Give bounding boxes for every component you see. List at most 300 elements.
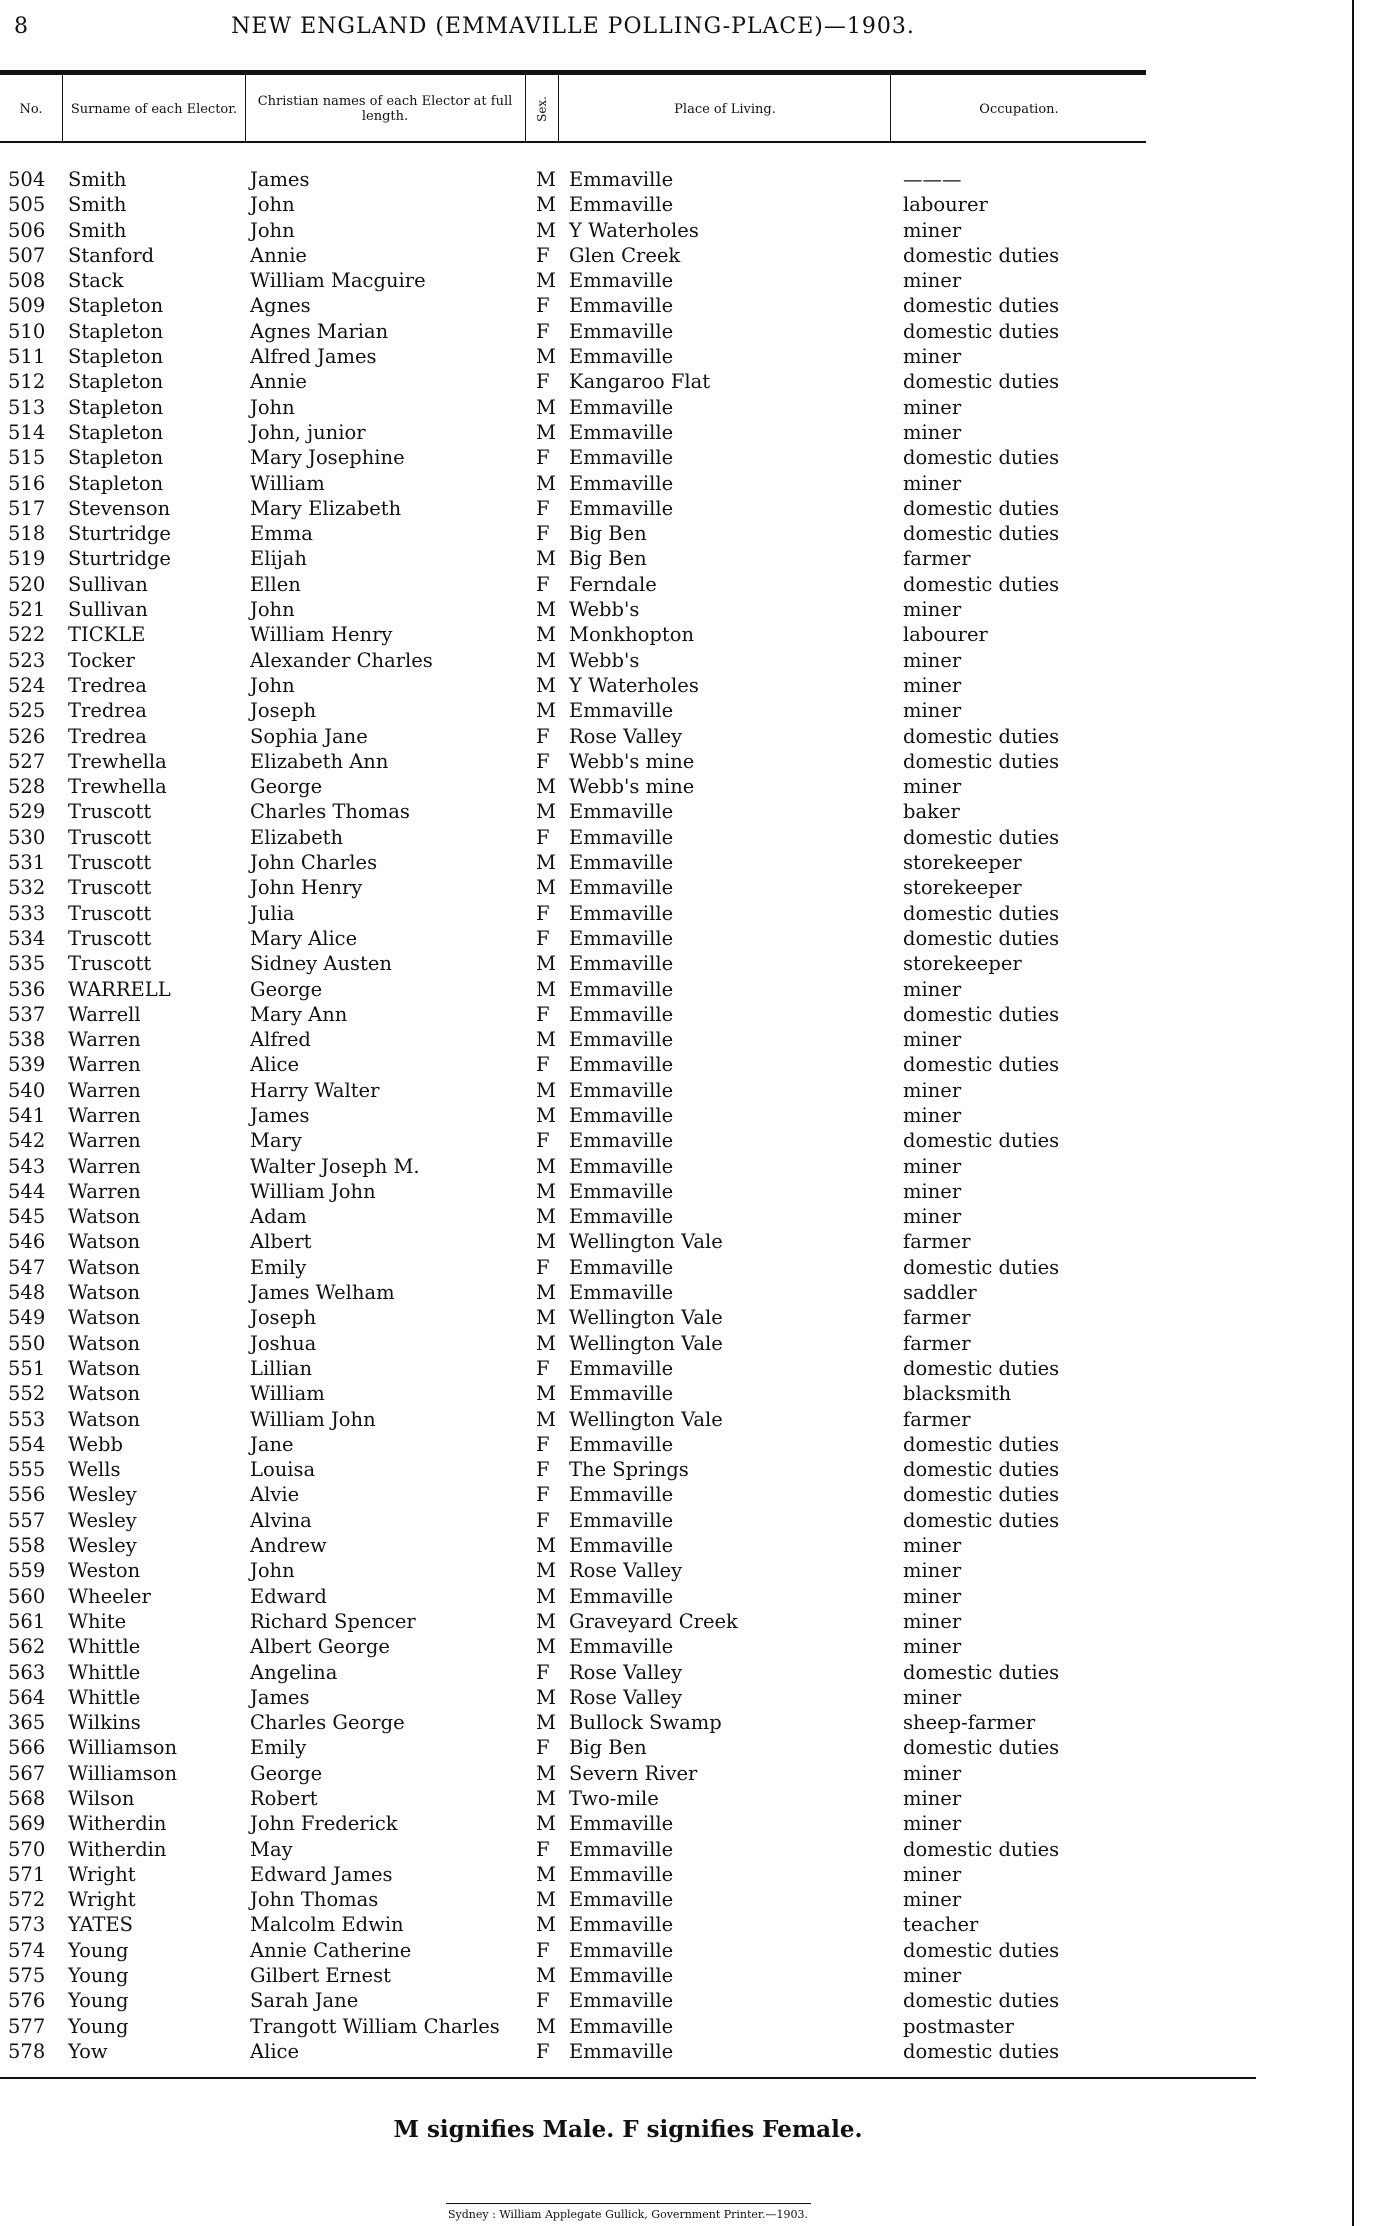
elector-occupation: domestic duties (903, 446, 1060, 470)
elector-number: 560 (8, 1584, 46, 1608)
elector-place: Emmaville (569, 1989, 674, 2013)
elector-surname: Stapleton (68, 420, 164, 444)
elector-occupation: blacksmith (903, 1382, 1012, 1406)
elector-surname: Warren (68, 1078, 141, 1102)
elector-sex: M (536, 1281, 556, 1305)
elector-place: Emmaville (569, 1129, 674, 1153)
elector-christian-names: John, junior (250, 420, 366, 444)
elector-place: Graveyard Creek (569, 1609, 738, 1633)
elector-number: 575 (8, 1964, 46, 1988)
elector-occupation: domestic duties (903, 572, 1060, 596)
elector-number: 564 (8, 1685, 46, 1709)
elector-christian-names: Trangott William Charles (250, 2014, 500, 2038)
elector-occupation: domestic duties (903, 1129, 1060, 1153)
elector-sex: F (536, 1053, 550, 1077)
elector-number: 562 (8, 1635, 46, 1659)
column-divider (558, 75, 559, 141)
elector-occupation: miner (903, 420, 962, 444)
elector-sex: F (536, 1432, 550, 1456)
elector-occupation: domestic duties (903, 1508, 1060, 1532)
elector-sex: M (536, 269, 556, 293)
table-row (0, 1180, 1146, 1205)
elector-number: 556 (8, 1483, 46, 1507)
elector-place: Emmaville (569, 1382, 674, 1406)
table-row (0, 1939, 1146, 1964)
elector-sex: M (536, 547, 556, 571)
table-row (0, 1989, 1146, 2014)
elector-number: 522 (8, 623, 46, 647)
table-row (0, 1635, 1146, 1660)
elector-christian-names: Malcolm Edwin (250, 1913, 404, 1937)
elector-place: The Springs (569, 1458, 689, 1482)
elector-surname: Wilkins (68, 1711, 141, 1735)
elector-occupation: miner (903, 218, 962, 242)
elector-occupation: miner (903, 1205, 962, 1229)
elector-place: Severn River (569, 1761, 698, 1785)
elector-occupation: miner (903, 1964, 962, 1988)
elector-christian-names: Andrew (250, 1534, 327, 1558)
elector-sex: F (536, 825, 550, 849)
table-row (0, 244, 1146, 269)
elector-place: Rose Valley (569, 1660, 683, 1684)
elector-occupation: miner (903, 1028, 962, 1052)
elector-surname: Webb (68, 1432, 123, 1456)
elector-christian-names: John Henry (250, 876, 363, 900)
table-row (0, 269, 1146, 294)
elector-number: 549 (8, 1306, 46, 1330)
table-row (0, 2040, 1146, 2065)
elector-place: Emmaville (569, 395, 674, 419)
elector-christian-names: William (250, 471, 325, 495)
table-row (0, 725, 1146, 750)
elector-christian-names: Annie (250, 370, 307, 394)
elector-number: 552 (8, 1382, 46, 1406)
elector-number: 567 (8, 1761, 46, 1785)
elector-sex: M (536, 699, 556, 723)
table-row (0, 345, 1146, 370)
elector-sex: F (536, 901, 550, 925)
elector-number: 578 (8, 2039, 46, 2063)
elector-place: Big Ben (569, 547, 647, 571)
elector-sex: M (536, 648, 556, 672)
elector-surname: Stapleton (68, 319, 164, 343)
elector-number: 538 (8, 1028, 46, 1052)
elector-occupation: domestic duties (903, 1432, 1060, 1456)
table-row (0, 219, 1146, 244)
elector-surname: Wheeler (68, 1584, 151, 1608)
table-row (0, 876, 1146, 901)
elector-surname: Yow (68, 2039, 108, 2063)
elector-surname: TICKLE (68, 623, 146, 647)
elector-place: Emmaville (569, 952, 674, 976)
elector-sex: M (536, 1787, 556, 1810)
elector-place: Emmaville (569, 1508, 674, 1532)
elector-christian-names: Alice (250, 2039, 300, 2063)
elector-surname: Watson (68, 1230, 141, 1254)
elector-surname: White (68, 1609, 127, 1633)
elector-number: 554 (8, 1432, 46, 1456)
elector-place: Webb's mine (569, 775, 695, 799)
elector-surname: Stapleton (68, 294, 164, 318)
elector-christian-names: Elijah (250, 547, 307, 571)
elector-occupation: miner (903, 1787, 962, 1810)
elector-sex: F (536, 1837, 550, 1861)
elector-occupation: ——— (903, 168, 962, 191)
elector-number: 541 (8, 1103, 46, 1127)
elector-place: Emmaville (569, 1837, 674, 1861)
elector-place: Emmaville (569, 1179, 674, 1203)
elector-christian-names: James Welham (250, 1281, 395, 1305)
elector-number: 365 (8, 1711, 46, 1735)
elector-surname: Trewhella (68, 775, 167, 799)
elector-sex: M (536, 1154, 556, 1178)
elector-place: Emmaville (569, 901, 674, 925)
elector-surname: Stapleton (68, 370, 164, 394)
elector-sex: M (536, 218, 556, 242)
elector-surname: Warren (68, 1053, 141, 1077)
elector-sex: M (536, 1862, 556, 1886)
elector-place: Emmaville (569, 1888, 674, 1912)
elector-place: Kangaroo Flat (569, 370, 711, 394)
elector-number: 527 (8, 749, 46, 773)
elector-sex: M (536, 977, 556, 1001)
elector-christian-names: James (250, 1685, 310, 1709)
elector-occupation: domestic duties (903, 724, 1060, 748)
elector-christian-names: Emma (250, 522, 313, 546)
table-row (0, 927, 1146, 952)
elector-number: 510 (8, 319, 46, 343)
elector-number: 535 (8, 952, 46, 976)
elector-place: Emmaville (569, 496, 674, 520)
elector-sex: F (536, 2039, 550, 2063)
elector-sex: M (536, 1179, 556, 1203)
elector-sex: F (536, 1458, 550, 1482)
elector-sex: M (536, 775, 556, 799)
elector-occupation: domestic duties (903, 1483, 1060, 1507)
table-row (0, 1838, 1146, 1863)
table-row (0, 446, 1146, 471)
elector-occupation: miner (903, 775, 962, 799)
elector-occupation: storekeeper (903, 876, 1022, 900)
elector-occupation: domestic duties (903, 1356, 1060, 1380)
table-row (0, 370, 1146, 395)
column-divider (890, 75, 891, 141)
elector-surname: Smith (68, 218, 127, 242)
elector-number: 566 (8, 1736, 46, 1760)
elector-christian-names: Lillian (250, 1356, 313, 1380)
elector-number: 571 (8, 1862, 46, 1886)
table-row (0, 1256, 1146, 1281)
elector-number: 531 (8, 851, 46, 875)
table-row (0, 193, 1146, 218)
elector-place: Webb's (569, 648, 640, 672)
elector-sex: F (536, 243, 550, 267)
elector-place: Emmaville (569, 1862, 674, 1886)
elector-surname: Watson (68, 1356, 141, 1380)
elector-occupation: domestic duties (903, 1736, 1060, 1760)
elector-occupation: miner (903, 1862, 962, 1886)
table-row (0, 1585, 1146, 1610)
table-row (0, 775, 1146, 800)
elector-christian-names: George (250, 977, 323, 1001)
elector-number: 507 (8, 243, 46, 267)
table-bottom-rule (0, 2077, 1256, 2079)
elector-place: Ferndale (569, 572, 657, 596)
elector-surname: Stapleton (68, 345, 164, 369)
elector-christian-names: Sidney Austen (250, 952, 392, 976)
elector-place: Webb's mine (569, 749, 695, 773)
elector-christian-names: Edward James (250, 1862, 393, 1886)
elector-christian-names: Agnes (250, 294, 311, 318)
elector-occupation: farmer (903, 1306, 971, 1330)
elector-number: 504 (8, 168, 46, 191)
elector-place: Emmaville (569, 294, 674, 318)
elector-sex: F (536, 724, 550, 748)
elector-surname: Warrell (68, 1002, 141, 1026)
elector-number: 523 (8, 648, 46, 672)
elector-sex: M (536, 345, 556, 369)
elector-number: 563 (8, 1660, 46, 1684)
elector-christian-names: Annie Catherine (250, 1938, 412, 1962)
elector-place: Emmaville (569, 1002, 674, 1026)
elector-sex: M (536, 1711, 556, 1735)
elector-surname: WARRELL (68, 977, 171, 1001)
elector-christian-names: Joseph (250, 1306, 317, 1330)
elector-surname: Watson (68, 1306, 141, 1330)
printer-imprint: Sydney : William Applegate Gullick, Government Printer.—1903. (448, 2208, 808, 2221)
elector-number: 550 (8, 1331, 46, 1355)
elector-occupation: farmer (903, 1407, 971, 1431)
elector-sex: M (536, 420, 556, 444)
table-row (0, 1458, 1146, 1483)
elector-christian-names: John (250, 193, 295, 217)
elector-sex: M (536, 193, 556, 217)
elector-occupation: domestic duties (903, 243, 1060, 267)
elector-christian-names: Mary Elizabeth (250, 496, 402, 520)
table-row (0, 294, 1146, 319)
elector-occupation: saddler (903, 1281, 977, 1305)
elector-surname: Truscott (68, 800, 152, 824)
elector-number: 533 (8, 901, 46, 925)
elector-number: 532 (8, 876, 46, 900)
elector-occupation: domestic duties (903, 1458, 1060, 1482)
elector-christian-names: Joshua (250, 1331, 317, 1355)
elector-surname: Whittle (68, 1685, 141, 1709)
elector-occupation: domestic duties (903, 2039, 1060, 2063)
column-divider (525, 75, 526, 141)
elector-surname: Wesley (68, 1483, 137, 1507)
elector-surname: Warren (68, 1179, 141, 1203)
elector-surname: Truscott (68, 926, 152, 950)
elector-occupation: domestic duties (903, 294, 1060, 318)
table-row (0, 1711, 1146, 1736)
elector-surname: Williamson (68, 1736, 178, 1760)
elector-sex: M (536, 1888, 556, 1912)
column-header-surname: Surname of each Elector. (70, 101, 238, 117)
elector-place: Emmaville (569, 1584, 674, 1608)
elector-place: Emmaville (569, 420, 674, 444)
elector-occupation: domestic duties (903, 1660, 1060, 1684)
elector-christian-names: George (250, 1761, 323, 1785)
elector-occupation: domestic duties (903, 749, 1060, 773)
elector-place: Emmaville (569, 269, 674, 293)
elector-surname: Stapleton (68, 446, 164, 470)
elector-surname: Watson (68, 1331, 141, 1355)
elector-place: Rose Valley (569, 1559, 683, 1583)
elector-sex: F (536, 1002, 550, 1026)
elector-sex: M (536, 1230, 556, 1254)
elector-number: 576 (8, 1989, 46, 2013)
elector-sex: F (536, 1129, 550, 1153)
elector-sex: M (536, 598, 556, 622)
elector-sex: F (536, 926, 550, 950)
elector-occupation: domestic duties (903, 496, 1060, 520)
table-row (0, 168, 1146, 193)
elector-occupation: miner (903, 1534, 962, 1558)
elector-sex: M (536, 1331, 556, 1355)
elector-sex: F (536, 1255, 550, 1279)
table-row (0, 522, 1146, 547)
elector-number: 509 (8, 294, 46, 318)
table-row (0, 1483, 1146, 1508)
elector-surname: Warren (68, 1129, 141, 1153)
table-row (0, 1028, 1146, 1053)
elector-christian-names: Gilbert Ernest (250, 1964, 391, 1988)
elector-occupation: domestic duties (903, 1053, 1060, 1077)
elector-christian-names: Elizabeth Ann (250, 749, 389, 773)
elector-sex: M (536, 1635, 556, 1659)
elector-sex: F (536, 572, 550, 596)
elector-occupation: miner (903, 1888, 962, 1912)
elector-christian-names: Albert George (250, 1635, 390, 1659)
elector-number: 546 (8, 1230, 46, 1254)
elector-number: 516 (8, 471, 46, 495)
elector-number: 570 (8, 1837, 46, 1861)
table-row (0, 623, 1146, 648)
elector-christian-names: Julia (250, 901, 295, 925)
elector-surname: Truscott (68, 952, 152, 976)
elector-place: Wellington Vale (569, 1331, 723, 1355)
table-row (0, 1079, 1146, 1104)
elector-occupation: miner (903, 1609, 962, 1633)
table-row (0, 1812, 1146, 1837)
elector-place: Emmaville (569, 1028, 674, 1052)
elector-number: 506 (8, 218, 46, 242)
elector-occupation: labourer (903, 193, 988, 217)
elector-place: Y Waterholes (569, 673, 699, 697)
elector-surname: Young (68, 1964, 129, 1988)
table-row (0, 320, 1146, 345)
elector-place: Wellington Vale (569, 1230, 723, 1254)
elector-occupation: storekeeper (903, 952, 1022, 976)
elector-sex: M (536, 1078, 556, 1102)
elector-christian-names: John (250, 218, 295, 242)
elector-occupation: sheep-farmer (903, 1711, 1036, 1735)
elector-surname: Wesley (68, 1508, 137, 1532)
elector-place: Emmaville (569, 1913, 674, 1937)
elector-number: 517 (8, 496, 46, 520)
elector-sex: F (536, 294, 550, 318)
elector-place: Bullock Swamp (569, 1711, 722, 1735)
table-row (0, 902, 1146, 927)
header-top-rule (0, 70, 1146, 75)
elector-surname: Watson (68, 1382, 141, 1406)
elector-christian-names: John Charles (250, 851, 378, 875)
elector-surname: Witherdin (68, 1837, 167, 1861)
table-row (0, 1332, 1146, 1357)
table-row (0, 800, 1146, 825)
elector-number: 529 (8, 800, 46, 824)
elector-place: Big Ben (569, 522, 647, 546)
elector-christian-names: Alice (250, 1053, 300, 1077)
elector-sex: M (536, 1913, 556, 1937)
elector-place: Emmaville (569, 1483, 674, 1507)
elector-sex: M (536, 1761, 556, 1785)
elector-christian-names: John Thomas (250, 1888, 379, 1912)
elector-surname: Whittle (68, 1635, 141, 1659)
table-row (0, 396, 1146, 421)
elector-number: 557 (8, 1508, 46, 1532)
elector-place: Glen Creek (569, 243, 681, 267)
table-row (0, 1610, 1146, 1635)
elector-number: 574 (8, 1938, 46, 1962)
elector-place: Big Ben (569, 1736, 647, 1760)
elector-surname: Wright (68, 1862, 136, 1886)
elector-place: Emmaville (569, 1053, 674, 1077)
elector-place: Emmaville (569, 345, 674, 369)
elector-sex: M (536, 1306, 556, 1330)
elector-surname: Watson (68, 1205, 141, 1229)
elector-christian-names: Joseph (250, 699, 317, 723)
elector-sex: M (536, 952, 556, 976)
elector-surname: Wells (68, 1458, 121, 1482)
table-row (0, 1306, 1146, 1331)
elector-surname: Tredrea (68, 724, 147, 748)
elector-number: 537 (8, 1002, 46, 1026)
elector-surname: Trewhella (68, 749, 167, 773)
elector-sex: M (536, 673, 556, 697)
elector-number: 508 (8, 269, 46, 293)
table-row (0, 750, 1146, 775)
elector-occupation: miner (903, 1103, 962, 1127)
elector-sex: F (536, 522, 550, 546)
elector-number: 572 (8, 1888, 46, 1912)
elector-place: Rose Valley (569, 1685, 683, 1709)
table-row (0, 1357, 1146, 1382)
elector-christian-names: William John (250, 1407, 376, 1431)
elector-occupation: domestic duties (903, 1255, 1060, 1279)
elector-occupation: miner (903, 1559, 962, 1583)
elector-surname: Tredrea (68, 673, 147, 697)
elector-occupation: miner (903, 1761, 962, 1785)
elector-place: Emmaville (569, 1534, 674, 1558)
elector-sex: M (536, 2014, 556, 2038)
elector-christian-names: Robert (250, 1787, 318, 1810)
elector-place: Emmaville (569, 977, 674, 1001)
table-row (0, 1686, 1146, 1711)
elector-number: 577 (8, 2014, 46, 2038)
elector-number: 513 (8, 395, 46, 419)
elector-sex: F (536, 1356, 550, 1380)
elector-occupation: domestic duties (903, 825, 1060, 849)
elector-christian-names: Alfred (250, 1028, 311, 1052)
elector-occupation: miner (903, 1584, 962, 1608)
elector-christian-names: William (250, 1382, 325, 1406)
elector-occupation: miner (903, 977, 962, 1001)
elector-christian-names: William John (250, 1179, 376, 1203)
elector-number: 573 (8, 1913, 46, 1937)
elector-surname: Warren (68, 1154, 141, 1178)
